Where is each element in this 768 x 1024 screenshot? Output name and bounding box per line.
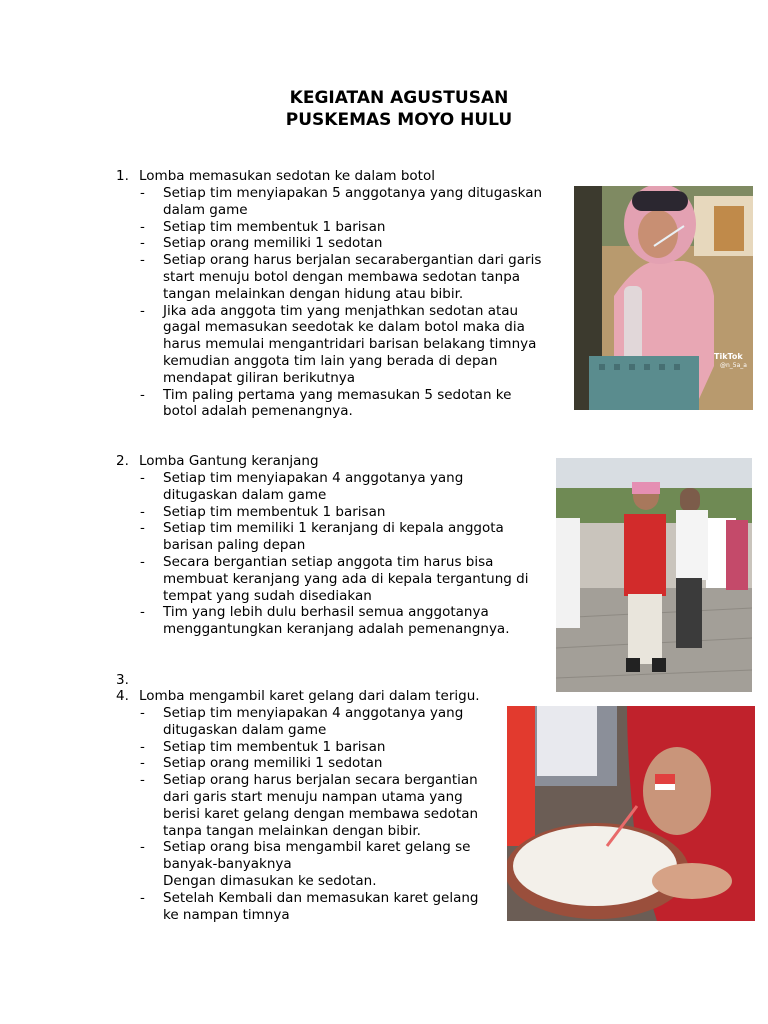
list-item: [116, 839, 479, 889]
list-item: [116, 739, 479, 756]
bullet-dash: -: [140, 705, 145, 721]
list-item-line: tempat yang sudah disediakan: [163, 587, 372, 604]
list-item-line: Setiap orang memiliki 1 sedotan: [163, 235, 383, 252]
list-item-line: banyak-banyaknya: [163, 856, 292, 873]
list-item-line: Secara bergantian setiap anggota tim harus bisa: [163, 553, 494, 570]
list-item-line: gagal memasukan seedotak ke dalam botol maka dia: [163, 319, 525, 336]
section-4-list: [116, 705, 479, 923]
section-1-list: [116, 185, 542, 420]
list-item-line: tangan melainkan dengan hidung atau bibir.: [163, 285, 464, 302]
list-item-line: botol adalah pemenangnya.: [163, 403, 353, 420]
list-item: [116, 890, 479, 924]
list-item-line: Dengan dimasukan ke sedotan.: [163, 872, 377, 889]
list-item-line: harus memulai mengantridari barisan belakang timnya: [163, 336, 537, 353]
list-item-line: Setiap tim membentuk 1 barisan: [163, 218, 386, 235]
list-item-line: Setiap tim memiliki 1 keranjang di kepala anggota: [163, 520, 504, 537]
list-item-line: Setiap orang harus berjalan secarabergantian dari garis: [163, 252, 542, 269]
bullet-dash: -: [140, 185, 145, 201]
section-2-list: [116, 470, 528, 638]
list-item-line: Jika ada anggota tim yang menjathkan sedotan atau: [163, 302, 519, 319]
bullet-dash: -: [140, 738, 145, 755]
list-item-line: Setiap tim membentuk 1 barisan: [163, 738, 386, 755]
list-item-line: Setiap orang bisa mengambil karet gelang se: [163, 839, 471, 856]
section-heading: Lomba mengambil karet gelang dari dalam terigu.: [139, 688, 480, 704]
list-item-line: Setiap tim menyiapakan 5 anggotanya yang ditugaskan: [163, 185, 543, 201]
list-item: [116, 219, 542, 236]
tiktok-handle: @n_5a_a: [720, 362, 747, 369]
section-number: 2.: [116, 453, 129, 469]
list-item-line: Tim yang lebih dulu berhasil semua anggotanya: [163, 604, 489, 621]
list-item-line: dari garis start menuju nampan utama yang: [163, 788, 463, 805]
list-item-line: Setelah Kembali dan memasukan karet gelang: [163, 889, 479, 906]
bullet-dash: -: [140, 503, 145, 520]
list-item-line: mendapat giliran berikutnya: [163, 369, 356, 386]
list-item: [116, 705, 479, 739]
list-item-line: dalam game: [163, 201, 248, 218]
list-item: [116, 303, 542, 387]
bullet-dash: -: [140, 772, 145, 789]
list-item: [116, 470, 528, 504]
list-item: [116, 604, 528, 638]
tiktok-watermark: TikTok: [714, 352, 743, 361]
list-item: [116, 387, 542, 421]
section-heading: Lomba Gantung keranjang: [139, 453, 319, 469]
bullet-dash: -: [140, 218, 145, 235]
list-item-line: Setiap orang memiliki 1 sedotan: [163, 755, 383, 772]
list-item-line: kemudian anggota tim lain yang berada di depan: [163, 352, 498, 369]
list-item: [116, 520, 528, 554]
list-item-line: barisan paling depan: [163, 537, 306, 554]
document-title-line1: KEGIATAN AGUSTUSAN: [289, 88, 509, 108]
list-item-line: Setiap tim membentuk 1 barisan: [163, 503, 386, 520]
bullet-dash: -: [140, 252, 145, 269]
bullet-dash: -: [140, 755, 145, 772]
bullet-dash: -: [140, 889, 145, 906]
section-number: 3.: [116, 672, 129, 688]
section-number: 1.: [116, 168, 129, 184]
bullet-dash: -: [140, 470, 145, 486]
list-item-line: Setiap tim menyiapakan 4 anggotanya yang: [163, 705, 464, 721]
list-item: [116, 185, 542, 219]
list-item-line: ditugaskan dalam game: [163, 721, 327, 738]
list-item: [116, 235, 542, 252]
list-item-line: menggantungkan keranjang adalah pemenangnya.: [163, 621, 510, 638]
bullet-dash: -: [140, 386, 145, 403]
list-item-line: berisi karet gelang dengan membawa sedotan: [163, 805, 479, 822]
list-item-line: Setiap orang harus berjalan secara bergantian: [163, 772, 478, 789]
list-item: [116, 755, 479, 772]
list-item-line: Setiap tim menyiapakan 4 anggotanya yang: [163, 470, 464, 486]
bullet-dash: -: [140, 604, 145, 621]
list-item-line: Tim paling pertama yang memasukan 5 sedotan ke: [163, 386, 512, 403]
list-item-line: membuat keranjang yang ada di kepala tergantung di: [163, 570, 529, 587]
bullet-dash: -: [140, 553, 145, 570]
document-title-line2: PUSKEMAS MOYO HULU: [285, 110, 513, 130]
list-item-line: ke nampan timnya: [163, 906, 290, 923]
list-item: [116, 554, 528, 604]
photo-hanging-basket-game: [556, 458, 752, 692]
bullet-dash: -: [140, 520, 145, 537]
section-number: 4.: [116, 688, 129, 704]
list-item-line: ditugaskan dalam game: [163, 486, 327, 503]
list-item-line: tanpa tangan melainkan dengan bibir.: [163, 822, 421, 839]
photo-straw-bottle-game: [574, 186, 753, 410]
photo-rubber-band-flour-game: [507, 706, 755, 921]
list-item: [116, 252, 542, 302]
list-item: [116, 504, 528, 521]
list-item: [116, 772, 479, 839]
bullet-dash: -: [140, 302, 145, 319]
section-heading: Lomba memasukan sedotan ke dalam botol: [139, 168, 435, 184]
list-item-line: start menuju botol dengan membawa sedotan tanpa: [163, 268, 521, 285]
bullet-dash: -: [140, 839, 145, 856]
bullet-dash: -: [140, 235, 145, 252]
